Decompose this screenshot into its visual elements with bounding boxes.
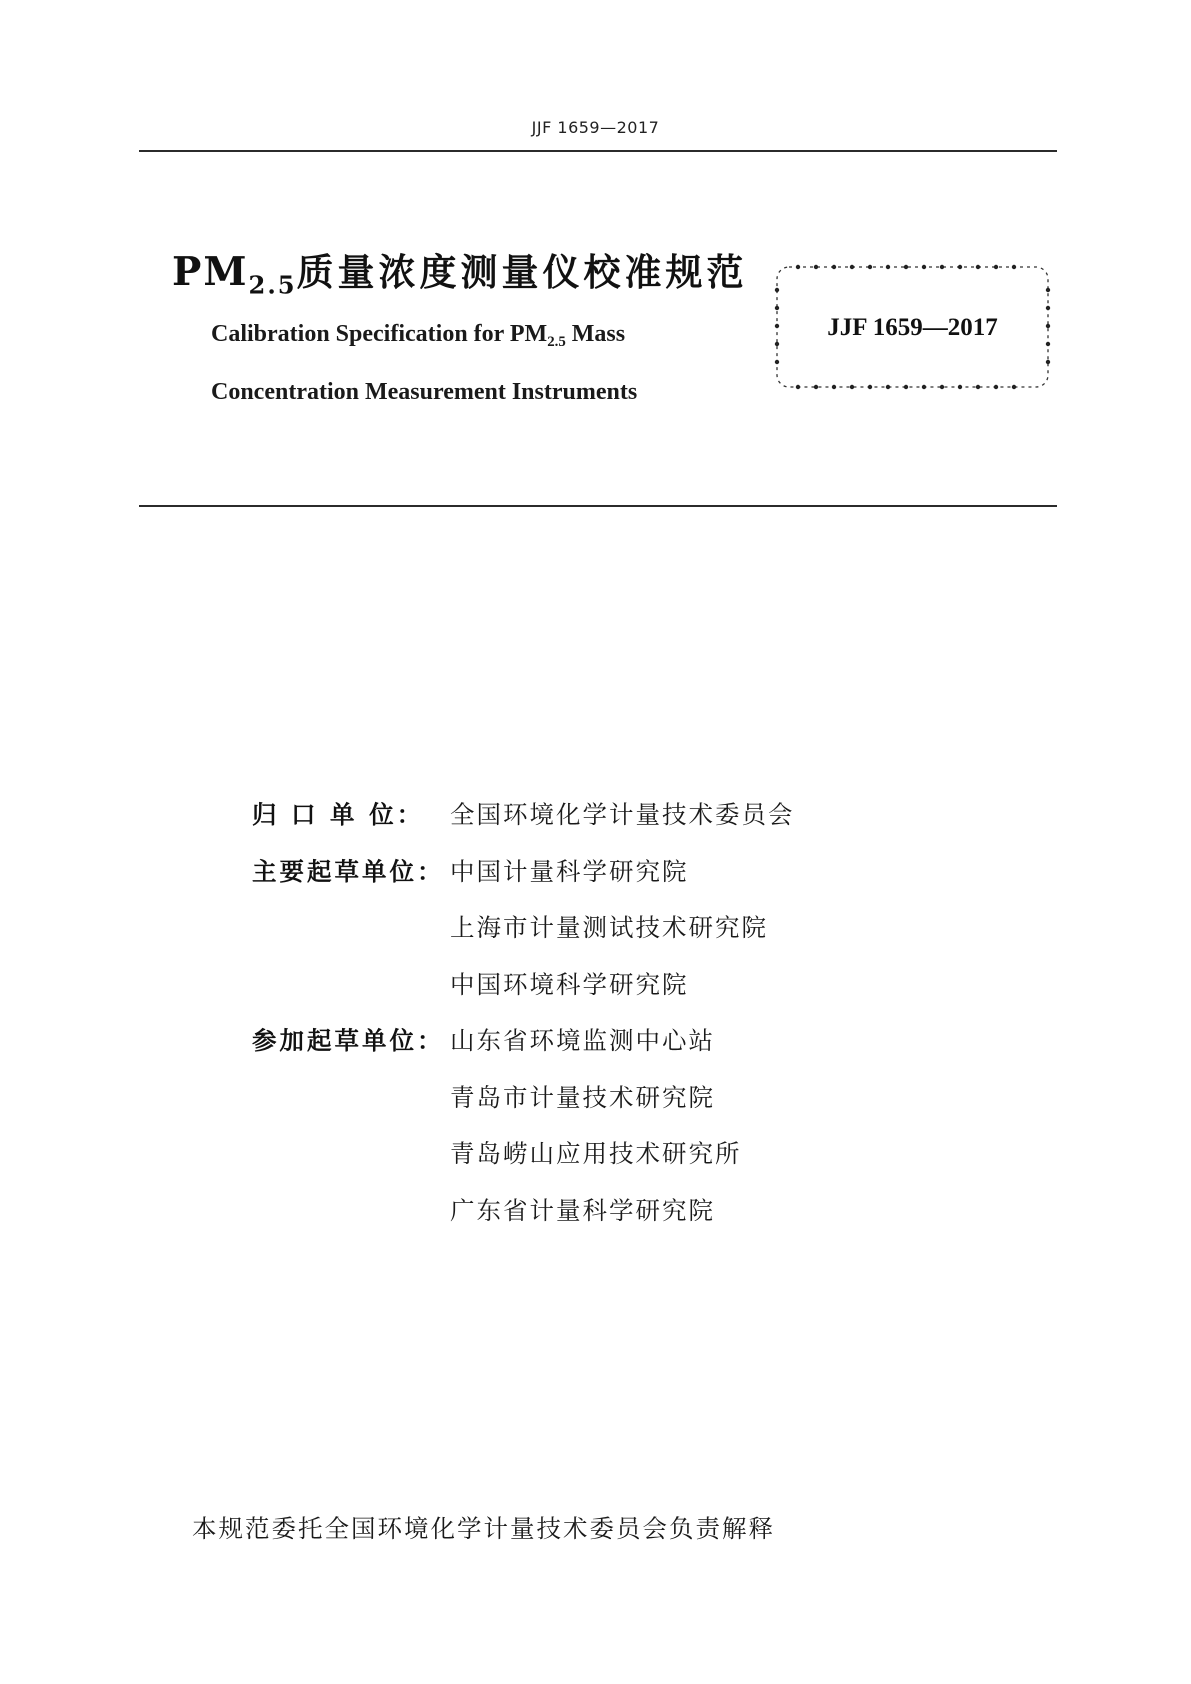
border-dot	[850, 265, 854, 269]
border-dot	[904, 385, 908, 389]
title-english-line1-a: Calibration Specification for PM	[211, 321, 548, 347]
border-dot	[796, 265, 800, 269]
title-pm-subscript: 2.5	[248, 270, 297, 300]
border-dot	[940, 385, 944, 389]
border-dot	[940, 265, 944, 269]
border-dot	[1046, 342, 1050, 346]
border-dot	[814, 385, 818, 389]
participating-drafter: 青岛市计量技术研究院	[450, 1082, 715, 1112]
title-english-subscript: 2.5	[547, 334, 566, 351]
main-drafter-label: 主要起草单位：	[252, 856, 445, 886]
border-dot	[775, 306, 779, 310]
standard-code-frame	[774, 264, 1051, 390]
participating-drafter: 山东省环境监测中心站	[450, 1026, 715, 1055]
header-rule	[139, 150, 1057, 152]
border-dot	[1046, 288, 1050, 292]
border-dot	[994, 385, 998, 389]
border-dot	[994, 265, 998, 269]
border-dot	[1046, 360, 1050, 364]
participating-drafter: 广东省计量科学研究院	[450, 1195, 715, 1225]
border-dot	[796, 385, 800, 389]
responsible-unit: 全国环境化学计量技术委员会	[450, 800, 795, 829]
participating-drafter-label: 参加起草单位：	[252, 1026, 445, 1055]
border-dot	[832, 385, 836, 389]
main-drafter: 上海市计量测试技术研究院	[450, 913, 768, 942]
border-dot	[904, 265, 908, 269]
border-dot	[868, 385, 872, 389]
title-chinese-text: 质量浓度测量仪校准规范	[296, 251, 748, 294]
border-dot	[1012, 385, 1016, 389]
border-dot	[814, 265, 818, 269]
header-standard-code: JJF 1659—2017	[531, 118, 660, 137]
border-dot	[1046, 306, 1050, 310]
participating-drafter: 青岛崂山应用技术研究所	[450, 1139, 742, 1168]
title-english-line1-b: Mass	[565, 321, 626, 347]
border-dot	[775, 342, 779, 346]
title-english-line1	[211, 321, 626, 351]
border-dot	[976, 265, 980, 269]
border-dot	[922, 265, 926, 269]
border-dot	[775, 288, 779, 292]
border-dot	[868, 265, 872, 269]
border-dot	[886, 265, 890, 269]
title-pm: PM	[172, 249, 249, 295]
border-dot	[958, 385, 962, 389]
border-dot	[1012, 265, 1016, 269]
border-dot	[775, 360, 779, 364]
standard-code: JJF 1659—2017	[827, 314, 998, 341]
border-dot	[976, 385, 980, 389]
border-dot	[922, 385, 926, 389]
main-drafter: 中国环境科学研究院	[450, 969, 689, 999]
border-dot	[958, 265, 962, 269]
title-chinese	[172, 242, 748, 300]
title-english-line2: Concentration Measurement Instruments	[211, 379, 638, 405]
border-dot	[886, 385, 890, 389]
responsible-unit-label: 归 口 单 位：	[252, 800, 425, 829]
title-rule	[139, 505, 1057, 507]
interpretation-note: 本规范委托全国环境化学计量技术委员会负责解释	[192, 1514, 775, 1543]
main-drafter: 中国计量科学研究院	[450, 856, 689, 886]
border-dot	[850, 385, 854, 389]
border-dot	[832, 265, 836, 269]
